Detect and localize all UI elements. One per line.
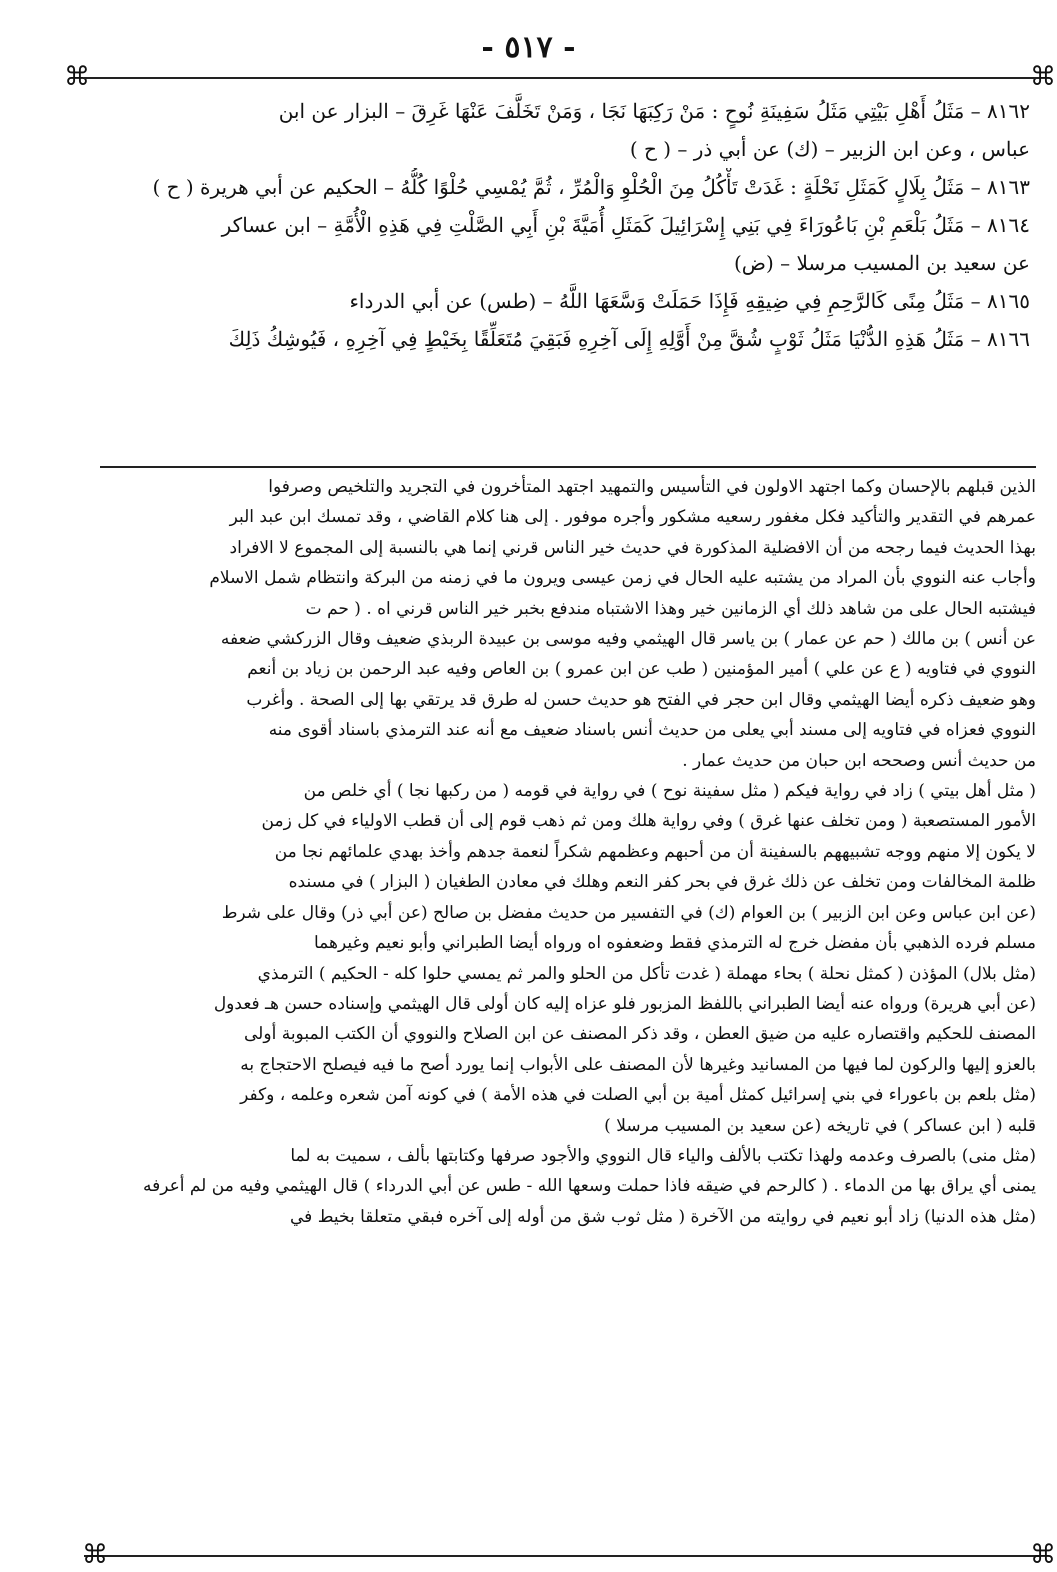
commentary-line: الأمور المستصعبة ( ومن تخلف عنها غرق ) وفي رواية هلك ومن ثم ذهب قوم إلى أن قطب الاولياء في كل زمن: [261, 811, 1036, 832]
commentary-line: الذين قبلهم بالإحسان وكما اجتهد الاولون في التأسيس والتمهيد اجتهد المتأخرون في التجريد والتلخيص وصرفوا: [268, 477, 1036, 497]
commentary-line: المصنف للحكيم واقتصاره عليه من ضيق العطن ، وقد ذكر المصنف عن ابن الصلاح والنووي أن الكتب المبوبة أولى: [244, 1024, 1036, 1045]
commentary-section: [100, 472, 1036, 1232]
hadith-section: [100, 92, 1030, 358]
commentary-line: (مثل بلعم بن باعوراء في بني إسرائيل كمثل أمية بن أبي الصلت في هذه الأمة ) في كونه آمن شعره وعلمه ، وكفر: [240, 1085, 1036, 1106]
hadith-8166-line-1: ٨١٦٦ – مَثَلُ هَذِهِ الدُّنْيَا مَثَلُ ثَوْبٍ شُقَّ مِنْ أَوَّلِهِ إِلَى آخِرِهِ فَبَقِيَ مُتَعَلِّقًا بِخَيْطٍ فِي آخِرِهِ ، فَيُوشِكُ ذَلِكَ: [228, 327, 1030, 351]
commentary-line: بالعزو إليها والركون لما فيها من المسانيد وغيرها لأن المصنف على الأبواب إنما يورد أصح ما فيه فيصلح الاحتجاج به: [240, 1054, 1036, 1075]
commentary-line: وأجاب عنه النووي بأن المراد من يشتبه عليه الحال في زمن عيسى ويرون ما في زمنه من البركة وانتظام شمل الاسلام: [209, 568, 1036, 589]
commentary-line: (مثل منى) بالصرف وعدمه ولهذا تكتب بالألف والياء قال النووي والأجود صرفها وكتابتها بألف ، سميت به لما: [290, 1145, 1036, 1166]
hadith-8164-line-1: ٨١٦٤ – مَثَلُ بَلْعَمِ بْنِ بَاعُورَاءَ فِي بَنِي إِسْرَائِيلَ كَمَثَلِ أُمَيَّةَ بْنِ أَبِي الصَّلْتِ فِي هَذِهِ الْأُمَّةِ – ابن عساكر: [221, 213, 1030, 237]
commentary-line: النووي في فتاويه ( ع عن علي ) أمير المؤمنين ( طب عن ابن عمرو ) بن العاص وفيه عبد الرحمن بن زياد بن أنعم: [247, 659, 1036, 680]
hadith-8162-line-1: ٨١٦٢ – مَثَلُ أَهْلِ بَيْتِي مَثَلُ سَفِينَةِ نُوحٍ : مَنْ رَكِبَهَا نَجَا ، وَمَنْ تَخَلَّفَ عَنْهَا غَرِقَ – البزار عن ابن: [278, 99, 1030, 123]
commentary-line: (مثل بلال) المؤذن ( كمثل نحلة ) بحاء مهملة ( غدت تأكل من الحلو والمر ثم يمسي حلوا كله - الحكيم ) الترمذي: [257, 963, 1036, 984]
commentary-line: وهو ضعيف ذكره أيضا الهيثمي وقال ابن حجر في الفتح هو حديث حسن له طرق قد يرتقي بها إلى الصحة . وأغرب: [246, 689, 1036, 710]
hadith-8162-line-2: عباس ، وعن ابن الزبير – (ك) عن أبي ذر – ( ح ): [629, 137, 1030, 161]
commentary-line: لا يكون إلا منهم ووجه تشبيههم بالسفينة أن من أحبهم وعظمهم شكراً لنعمة جدهم وأخذ بهدي علمائهم نجا من: [274, 841, 1036, 862]
commentary-line: النووي فعزاه في فتاويه إلى مسند أبي يعلى من حديث أنس باسناد ضعيف مع أنه عند الترمذي باسناد أقوى منه: [268, 720, 1036, 741]
frame-top-rule: [84, 77, 1039, 79]
corner-ornament-icon: ⌘: [64, 62, 90, 92]
page-number: - ٥١٧ -: [481, 30, 576, 65]
commentary-line: (عن أبي هريرة) ورواه عنه أيضا الطبراني باللفظ المزبور فلو عزاه إليه كان أولى قال الهيثمي وإسناده حسن هـ فعدول: [213, 993, 1036, 1014]
commentary-line: يمنى أي يراق بها من الدماء . ( كالرحم في ضيقه فاذا حملت وسعها الله - طس عن أبي الدرداء ) قال الهيثمي وفيه من لم أعرفه: [142, 1176, 1036, 1197]
commentary-line: (مثل هذه الدنيا) زاد أبو نعيم في روايته من الآخرة ( مثل ثوب شق من أوله إلى آخره فبقي متعلقا بخيط في: [290, 1206, 1036, 1227]
commentary-line: فيشتبه الحال على من شاهد ذلك أي الزمانين خير وهذا الاشتباه مندفع بخبر خير الناس قرني اه . ( حم ت: [305, 598, 1036, 619]
commentary-line: ( مثل أهل بيتي ) زاد في رواية فيكم ( مثل سفينة نوح ) في رواية في قومه ( من ركبها نجا ) أي خلص من: [303, 781, 1036, 802]
commentary-line: بهذا الحديث فيما رجحه من أن الافضلية المذكورة في حديث خير الناس قرني إنما هي بالنسبة إلى المجموع لا الافراد: [229, 537, 1036, 558]
hadith-8165-line-1: ٨١٦٥ – مَثَلُ مِنًى كَالرَّحِمِ فِي ضِيقِهِ فَإِذَا حَمَلَتْ وَسَّعَهَا اللَّهُ – (طس) عن أبي الدرداء: [349, 289, 1030, 313]
commentary-line: قلبه ( ابن عساكر ) في تاريخه (عن سعيد بن المسيب مرسلا ): [604, 1115, 1036, 1136]
hadith-8164-line-2: عن سعيد بن المسيب مرسلا – (ض): [734, 251, 1030, 275]
corner-ornament-icon: ⌘: [82, 1540, 108, 1570]
commentary-line: عن أنس ) بن مالك ( حم عن عمار ) بن ياسر قال الهيثمي وفيه موسى بن عبيدة الربذي ضعيف وقال الزركشي ضعفه: [220, 629, 1036, 650]
corner-ornament-icon: ⌘: [1030, 62, 1056, 92]
commentary-line: مسلم فرده الذهبي بأن مفضل خرج له الترمذي فقط وضعفوه اه ورواه أيضا الطبراني وأبو نعيم وغيرهما: [313, 933, 1036, 954]
hadith-8163-line-1: ٨١٦٣ – مَثَلُ بِلَالٍ كَمَثَلِ نَحْلَةٍ : غَدَتْ تَأْكُلُ مِنَ الْحُلْوِ وَالْمُرِّ ، ثُمَّ يُمْسِي حُلْوًا كُلُّهُ – الحكيم عن أبي هريرة ( ح ): [152, 175, 1030, 199]
frame-bottom-rule: [84, 1555, 1039, 1557]
commentary-line: ظلمة المخالفات ومن تخلف عن ذلك غرق في بحر كفر النعم وهلك في معادن الطغيان ( البزار ) في مسنده: [288, 872, 1036, 893]
corner-ornament-icon: ⌘: [1030, 1540, 1056, 1570]
commentary-line: (عن ابن عباس وعن ابن الزبير ) بن العوام (ك) في التفسير من حديث مفضل بن صالح (عن أبي ذر) وقال على شرط: [221, 902, 1036, 923]
commentary-line: من حديث أنس وصححه ابن حبان من حديث عمار .: [682, 750, 1036, 771]
section-divider: [100, 466, 1036, 468]
commentary-line: عمرهم في التقدير والتأكيد فكل مغفور رسعيه مشكور وأجره موفور . إلى هنا كلام القاضي ، وقد تمسك ابن عبد البر: [229, 507, 1036, 528]
